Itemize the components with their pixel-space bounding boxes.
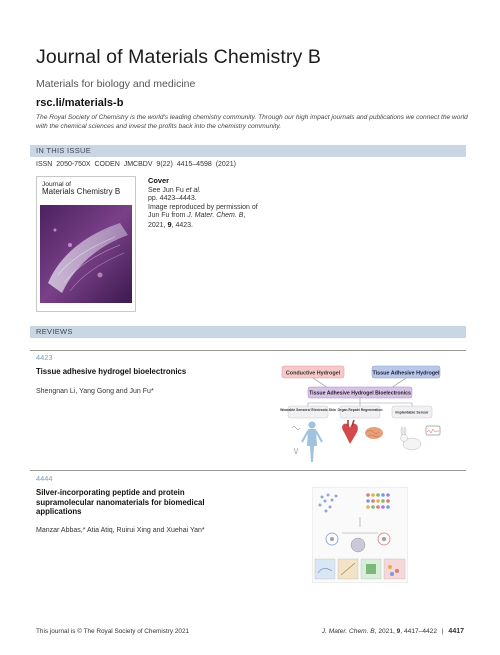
cover-label: Cover bbox=[148, 176, 169, 185]
footer-citation bbox=[322, 628, 464, 635]
cover-journal-abbr: J. Mater. Chem. B bbox=[187, 212, 244, 220]
toc-graphic-hydrogel[interactable] bbox=[278, 362, 444, 466]
heart-icon bbox=[342, 420, 358, 444]
cover-journal-line1: Journal of bbox=[42, 181, 71, 188]
toc-label-wearable: Wearable Sensors/ Electronic Skin bbox=[280, 408, 336, 412]
footer-copyright: This journal is © The Royal Society of Chemistry 2021 bbox=[36, 628, 190, 635]
journal-subtitle: Materials for biology and medicine bbox=[36, 78, 196, 90]
issn-line: ISSN 2050-750X CODEN JMCBDV 9(22) 4415–4598 (2021) bbox=[36, 161, 236, 168]
cover-see: See Jun Fu bbox=[148, 186, 186, 194]
reviews-heading: REVIEWS bbox=[36, 327, 73, 336]
cover-journal-line2: Materials Chemistry B bbox=[42, 187, 121, 197]
toc-label-center: Tissue Adhesive Hydrogel Bioelectronics bbox=[309, 390, 411, 397]
cover-page: , 4423. bbox=[171, 221, 194, 229]
cover-year: , 2021, bbox=[148, 212, 246, 229]
article-page-number[interactable]: 4423 bbox=[36, 353, 53, 362]
footer-separator: | bbox=[441, 628, 444, 635]
toc-label-adhesive: Tissue Adhesive Hydrogel bbox=[372, 370, 440, 377]
journal-description: The Royal Society of Chemistry is the world's leading chemistry community. Through our high impact journals and publications we connect the world with the chemical sciences and invest the profits back into the chemistry community. bbox=[36, 114, 468, 130]
footer-volume: 9 bbox=[396, 628, 401, 635]
cover-reproduced: Image reproduced by permission of Jun Fu from bbox=[148, 203, 258, 220]
journal-title: Journal of Materials Chemistry B bbox=[36, 46, 321, 68]
in-this-issue-heading: IN THIS ISSUE bbox=[36, 146, 92, 155]
toc-label-conductive: Conductive Hydrogel bbox=[285, 370, 341, 377]
cover-masthead bbox=[42, 181, 120, 195]
footer-page-number: 4417 bbox=[448, 628, 464, 635]
cover-pp: pp. 4423–4443. bbox=[148, 195, 197, 203]
article-authors: Manzar Abbas,* Atia Atiq, Ruirui Xing and Xuehai Yan* bbox=[36, 527, 205, 534]
article-divider bbox=[30, 350, 466, 351]
reviews-bar bbox=[30, 326, 466, 338]
article-title[interactable]: Silver-incorporating peptide and protein supramolecular nanomaterials for biomedical applications bbox=[36, 488, 205, 517]
article-page-number[interactable]: 4444 bbox=[36, 474, 53, 483]
toc-graphic-silver-nanomaterials[interactable] bbox=[312, 487, 408, 583]
cover-volume: 9 bbox=[167, 219, 172, 229]
toc-label-organ: Organ Repair/ Regeneration bbox=[337, 408, 383, 412]
article-title[interactable]: Tissue adhesive hydrogel bioelectronics bbox=[36, 367, 187, 376]
cover-artwork bbox=[40, 205, 132, 303]
footer-journal-abbr: J. Mater. Chem. B bbox=[321, 628, 375, 635]
cover-image[interactable] bbox=[36, 176, 136, 312]
human-figure-icon bbox=[292, 422, 322, 463]
journal-url[interactable]: rsc.li/materials-b bbox=[36, 97, 124, 109]
rabbit-icon bbox=[401, 426, 441, 450]
article-divider bbox=[30, 470, 466, 471]
footer-year: , 2021, bbox=[374, 628, 397, 635]
article-authors: Shengnan Li, Yang Gong and Jun Fu* bbox=[36, 388, 154, 395]
in-this-issue-bar bbox=[30, 145, 466, 157]
brain-icon bbox=[365, 427, 383, 439]
toc-label-implantable: Implantable Sensor bbox=[395, 410, 429, 415]
footer-pages: , 4417–4422 bbox=[400, 628, 438, 635]
cover-et-al: et al. bbox=[185, 186, 201, 194]
cover-caption bbox=[148, 177, 258, 231]
